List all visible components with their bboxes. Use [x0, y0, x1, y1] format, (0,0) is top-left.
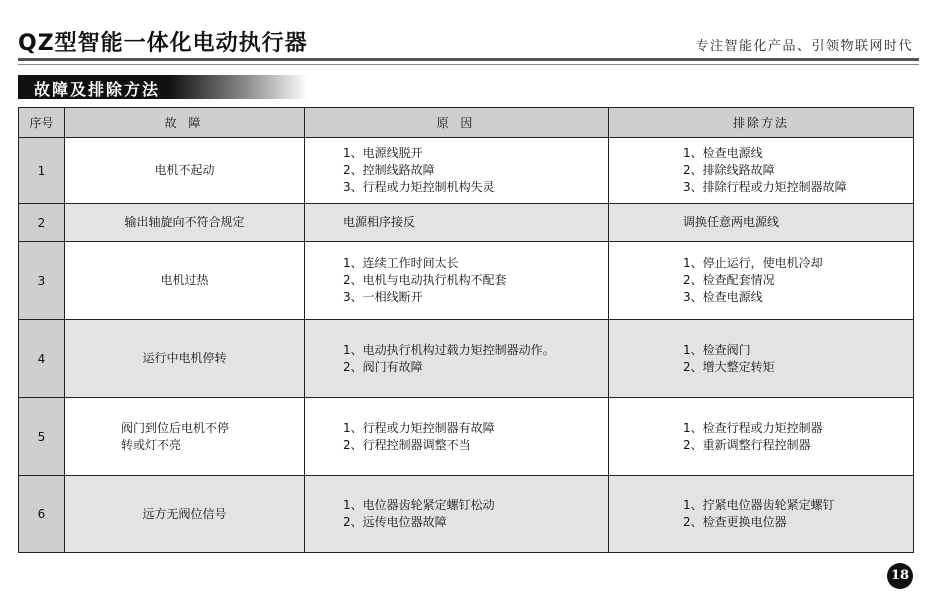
cause-line: 3、行程或力矩控制机构失灵 — [343, 180, 495, 194]
row-number: 5 — [19, 398, 65, 476]
fix-line: 3、检查电源线 — [683, 290, 763, 304]
cause-line: 1、行程或力矩控制器有故障 — [343, 420, 495, 435]
fault-text: 输出轴旋向不符合规定 — [124, 215, 245, 229]
fix-line: 2、排除线路故障 — [683, 163, 775, 177]
table-row — [19, 476, 914, 553]
cause-line: 电源相序接反 — [343, 215, 416, 229]
row-number: 2 — [19, 204, 65, 242]
fix-line: 3、排除行程或力矩控制器故障 — [683, 180, 847, 194]
table-header-row — [19, 108, 914, 138]
fault-cell — [65, 398, 305, 476]
fault-text: 运行中电机停转 — [142, 351, 227, 365]
cause-line: 1、电位器齿轮紧定螺钉松动 — [343, 498, 495, 512]
header-slogan: 专注智能化产品、引领物联网时代 — [695, 39, 913, 54]
table-row — [19, 204, 914, 242]
fault-cell — [65, 138, 305, 204]
column-header-cause: 原 因 — [305, 108, 609, 138]
fault-cell — [65, 476, 305, 553]
cause-line: 2、阀门有故障 — [343, 359, 423, 374]
fault-text: 阀门到位后电机不停 — [121, 420, 230, 435]
row-number: 4 — [19, 320, 65, 398]
cause-cell — [305, 204, 609, 242]
column-header-number: 序号 — [19, 108, 65, 138]
fix-line: 2、重新调整行程控制器 — [683, 437, 811, 452]
column-header-fix: 排除方法 — [609, 108, 914, 138]
fault-cell — [65, 204, 305, 242]
cause-line: 1、电动执行机构过载力矩控制器动作。 — [343, 342, 555, 357]
column-header-fault: 故 障 — [65, 108, 305, 138]
table-row — [19, 398, 914, 476]
fix-line: 1、停止运行，使电机冷却 — [683, 256, 823, 270]
cause-cell — [305, 242, 609, 320]
fix-cell — [609, 476, 914, 553]
page-number-badge: 18 — [887, 563, 913, 589]
fix-line: 1、检查阀门 — [683, 342, 751, 357]
row-number: 3 — [19, 242, 65, 320]
fault-cell — [65, 242, 305, 320]
fix-line: 1、检查行程或力矩控制器 — [683, 420, 823, 435]
table-row — [19, 242, 914, 320]
troubleshooting-table — [18, 107, 914, 553]
fault-text: 远方无阀位信号 — [142, 506, 227, 521]
cause-line: 3、一相线断开 — [343, 290, 423, 304]
cause-cell — [305, 398, 609, 476]
table-row — [19, 138, 914, 204]
fault-text: 电机不起动 — [154, 163, 215, 177]
header-divider-thin — [18, 64, 919, 65]
header-divider-thick — [18, 58, 919, 61]
fix-line: 1、检查电源线 — [683, 146, 763, 160]
fix-line: 1、拧紧电位器齿轮紧定螺钉 — [683, 498, 835, 512]
fix-cell — [609, 398, 914, 476]
fix-cell — [609, 242, 914, 320]
document-title: QZ型智能一体化电动执行器 — [18, 31, 308, 56]
fix-line: 2、增大整定转矩 — [683, 359, 775, 374]
cause-cell — [305, 476, 609, 553]
cause-cell — [305, 320, 609, 398]
fix-line: 2、检查更换电位器 — [683, 515, 787, 529]
fault-text: 电机过热 — [160, 273, 209, 287]
row-number: 1 — [19, 138, 65, 204]
fix-line: 2、检查配套情况 — [683, 273, 775, 287]
row-number: 6 — [19, 476, 65, 553]
fix-cell — [609, 204, 914, 242]
cause-line: 2、电机与电动执行机构不配套 — [343, 273, 507, 287]
fix-cell — [609, 138, 914, 204]
cause-line: 2、远传电位器故障 — [343, 515, 447, 529]
cause-line: 2、控制线路故障 — [343, 163, 435, 177]
section-title: 故障及排除方法 — [34, 80, 161, 99]
fix-line: 调换任意两电源线 — [683, 215, 780, 229]
cause-cell — [305, 138, 609, 204]
fault-cell — [65, 320, 305, 398]
table-row — [19, 320, 914, 398]
cause-line: 2、行程控制器调整不当 — [343, 437, 471, 452]
fix-cell — [609, 320, 914, 398]
fault-text: 转或灯不亮 — [121, 437, 182, 452]
cause-line: 1、连续工作时间太长 — [343, 256, 459, 270]
section-banner — [18, 75, 308, 99]
cause-line: 1、电源线脱开 — [343, 146, 423, 160]
